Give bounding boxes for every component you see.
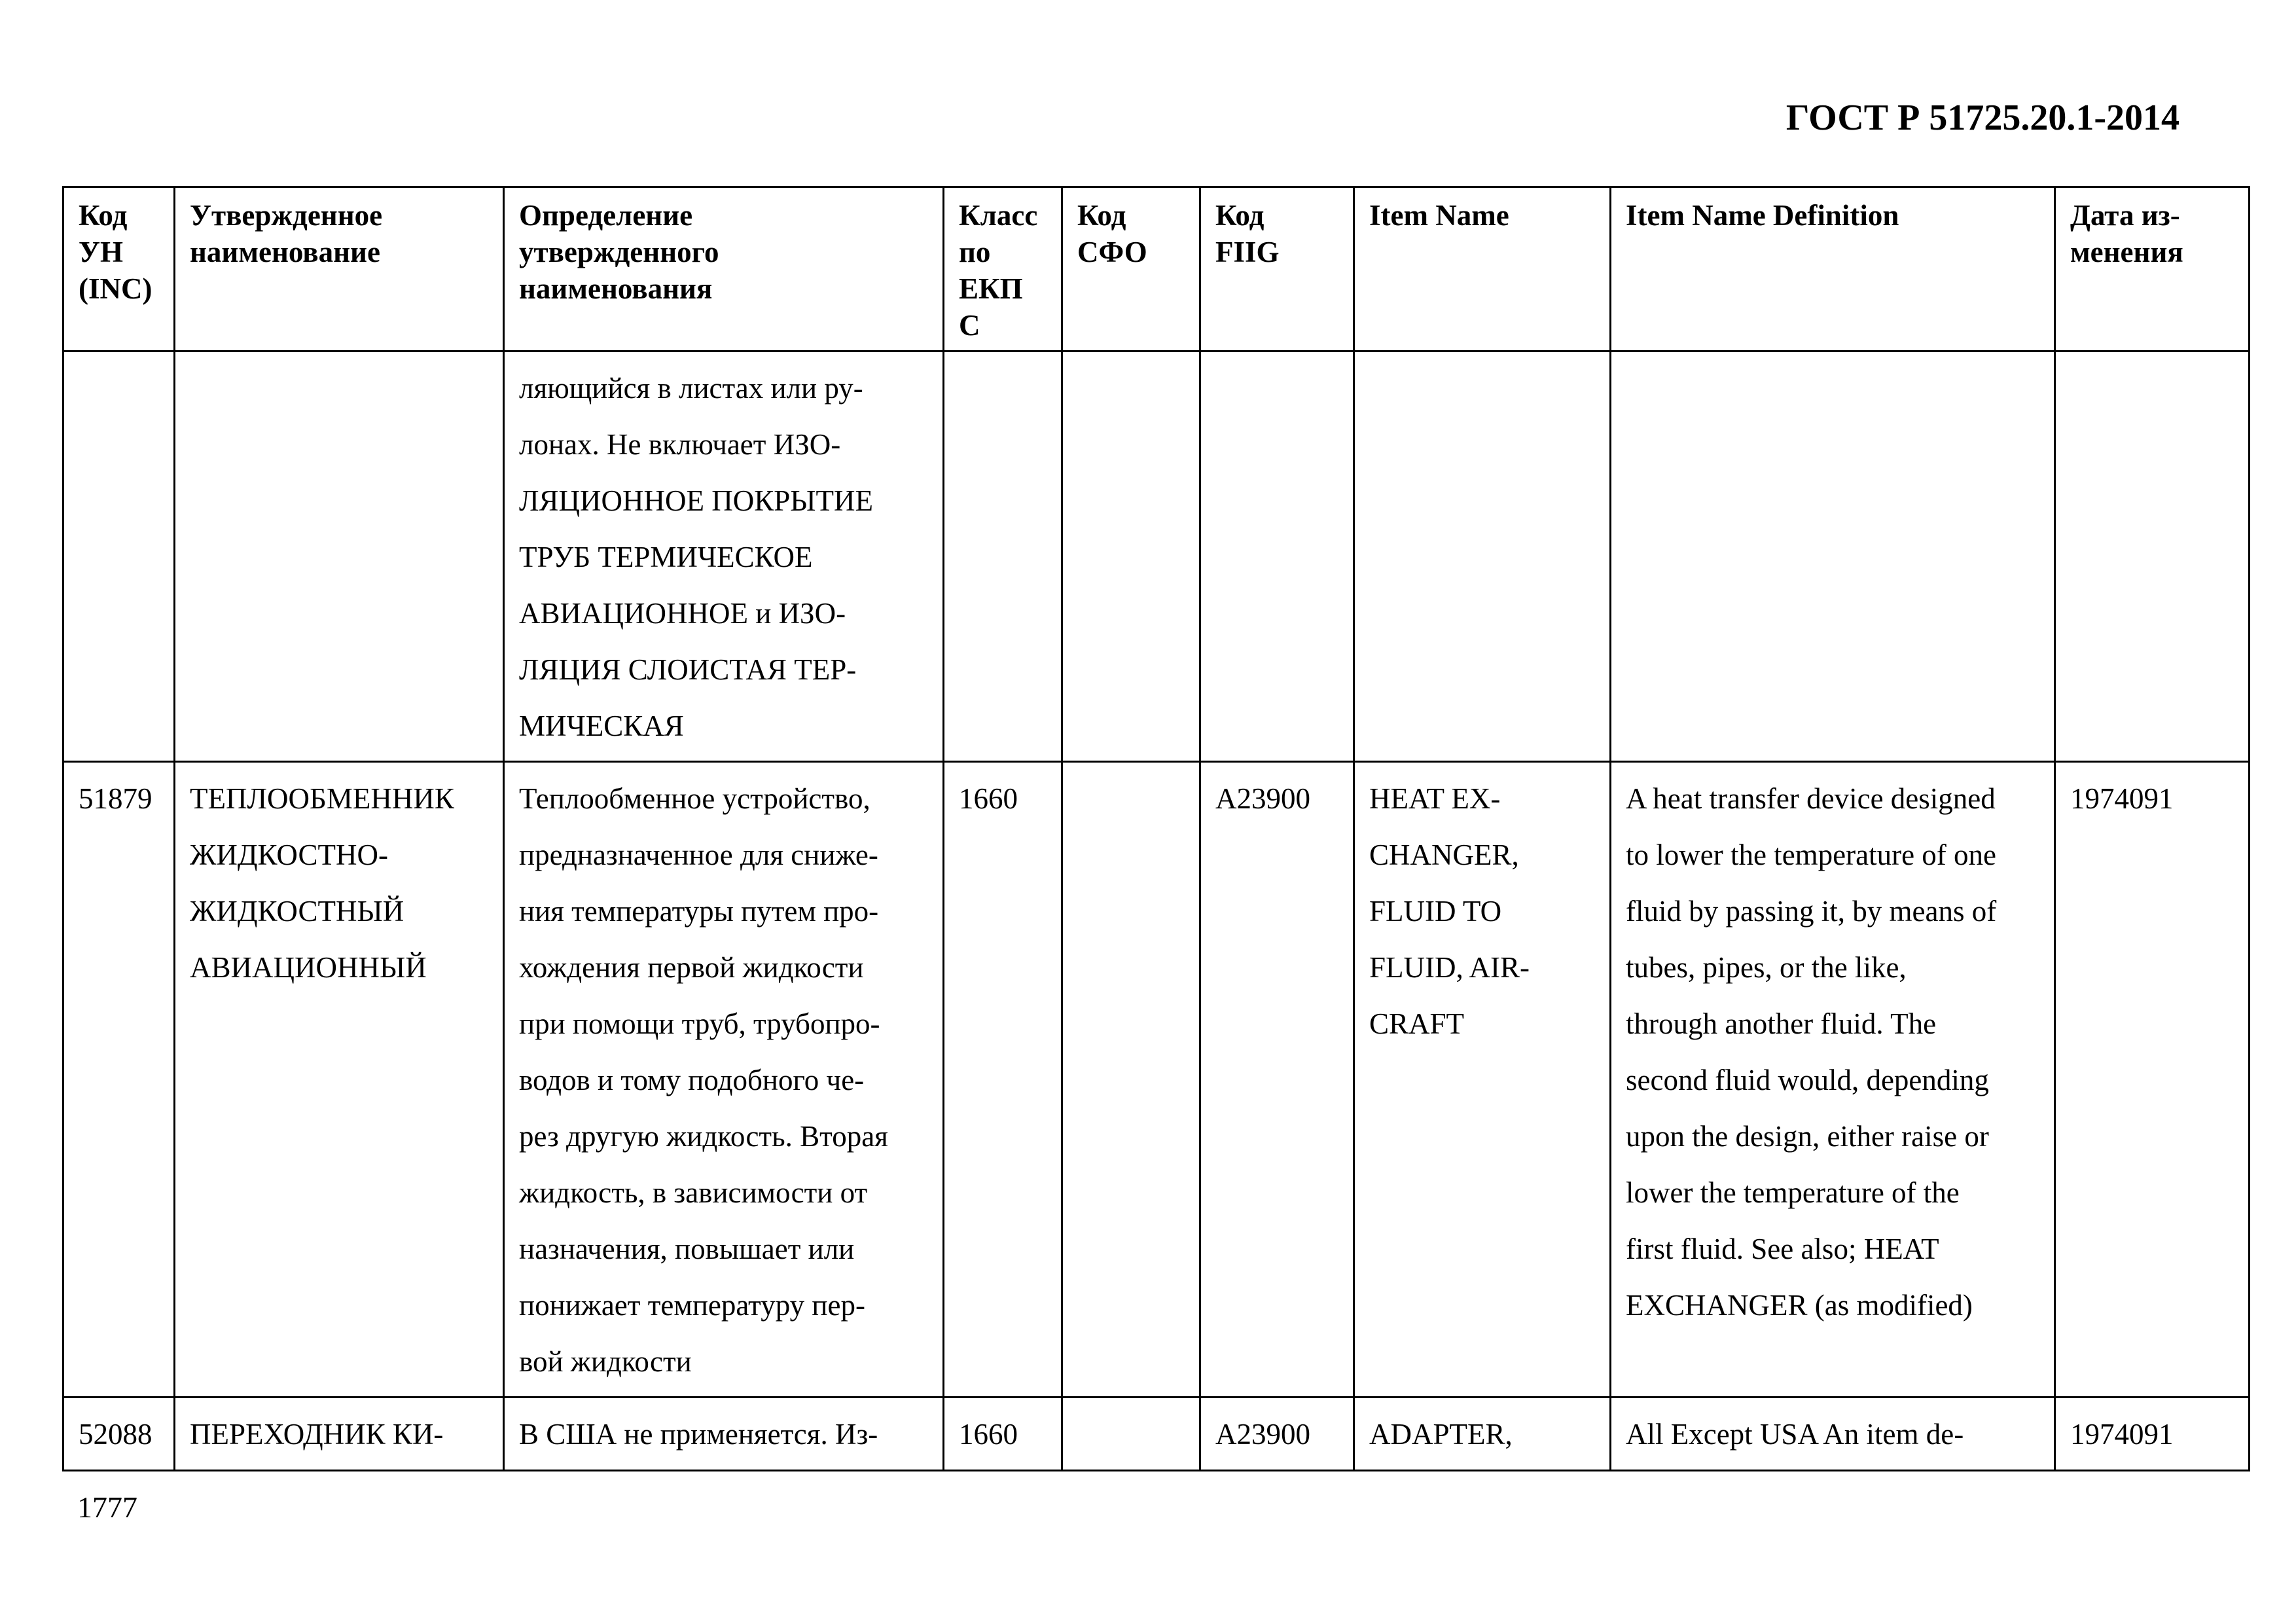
cell-fiig-code: A23900 bbox=[1200, 762, 1354, 1398]
table-row bbox=[63, 1398, 2250, 1471]
header-definition: Определение утвержденного наименования bbox=[504, 187, 944, 352]
cell-inc: 52088 bbox=[63, 1398, 175, 1471]
cell-sfo-code bbox=[1062, 352, 1200, 762]
cell-item-name: ADAPTER, bbox=[1354, 1398, 1611, 1471]
nomenclature-table bbox=[62, 186, 2250, 1471]
cell-item-name: HEAT EX- CHANGER, FLUID TO FLUID, AIR- CRAFT bbox=[1354, 762, 1611, 1398]
header-class: Класс по ЕКП С bbox=[944, 187, 1062, 352]
cell-class bbox=[944, 352, 1062, 762]
cell-inc bbox=[63, 352, 175, 762]
cell-definition: Теплообменное устройство, предназначенное для сниже- ния температуры путем про- хождения первой жидкости при помощи труб, трубопро- водов и тому подобного че- рез другую жидкость. Вторая жидкость, в зависимости от назначения, повышает или понижает температуру пер- вой жидкости bbox=[504, 762, 944, 1398]
header-item-name-definition: Item Name Definition bbox=[1611, 187, 2055, 352]
cell-change-date: 1974091 bbox=[2055, 1398, 2250, 1471]
header-approved-name: Утвержденное наименование bbox=[175, 187, 504, 352]
cell-item-name bbox=[1354, 352, 1611, 762]
cell-inc: 51879 bbox=[63, 762, 175, 1398]
cell-approved-name bbox=[175, 352, 504, 762]
table-row bbox=[63, 762, 2250, 1398]
cell-approved-name: ТЕПЛООБМЕННИК ЖИДКОСТНО- ЖИДКОСТНЫЙ АВИАЦИОННЫЙ bbox=[175, 762, 504, 1398]
header-sfo-code: Код СФО bbox=[1062, 187, 1200, 352]
cell-item-name-definition bbox=[1611, 352, 2055, 762]
cell-definition: В США не применяется. Из- bbox=[504, 1398, 944, 1471]
cell-approved-name: ПЕРЕХОДНИК КИ- bbox=[175, 1398, 504, 1471]
cell-item-name-definition: A heat transfer device designed to lower the temperature of one fluid by passing it, by means of tubes, pipes, or the like, through another fluid. The second fluid would, depending upon the design, either raise or lower the temperature of the first fluid. See also; HEAT EXCHANGER (as modified) bbox=[1611, 762, 2055, 1398]
standard-designation: ГОСТ Р 51725.20.1-2014 bbox=[1785, 98, 2179, 138]
cell-change-date: 1974091 bbox=[2055, 762, 2250, 1398]
page-number: 1777 bbox=[77, 1490, 137, 1524]
table-header-row bbox=[63, 187, 2250, 352]
header-fiig-code: Код FIIG bbox=[1200, 187, 1354, 352]
cell-sfo-code bbox=[1062, 762, 1200, 1398]
header-change-date: Дата из- менения bbox=[2055, 187, 2250, 352]
cell-class: 1660 bbox=[944, 1398, 1062, 1471]
cell-class: 1660 bbox=[944, 762, 1062, 1398]
header-inc: Код УН (INC) bbox=[63, 187, 175, 352]
cell-fiig-code bbox=[1200, 352, 1354, 762]
cell-fiig-code: A23900 bbox=[1200, 1398, 1354, 1471]
header-item-name: Item Name bbox=[1354, 187, 1611, 352]
cell-definition: ляющийся в листах или ру- лонах. Не включает ИЗО- ЛЯЦИОННОЕ ПОКРЫТИЕ ТРУБ ТЕРМИЧЕСКОЕ АВИАЦИОННОЕ и ИЗО- ЛЯЦИЯ СЛОИСТАЯ ТЕР- МИЧЕСКАЯ bbox=[504, 352, 944, 762]
cell-sfo-code bbox=[1062, 1398, 1200, 1471]
cell-item-name-definition: All Except USA An item de- bbox=[1611, 1398, 2055, 1471]
table-row bbox=[63, 352, 2250, 762]
cell-change-date bbox=[2055, 352, 2250, 762]
